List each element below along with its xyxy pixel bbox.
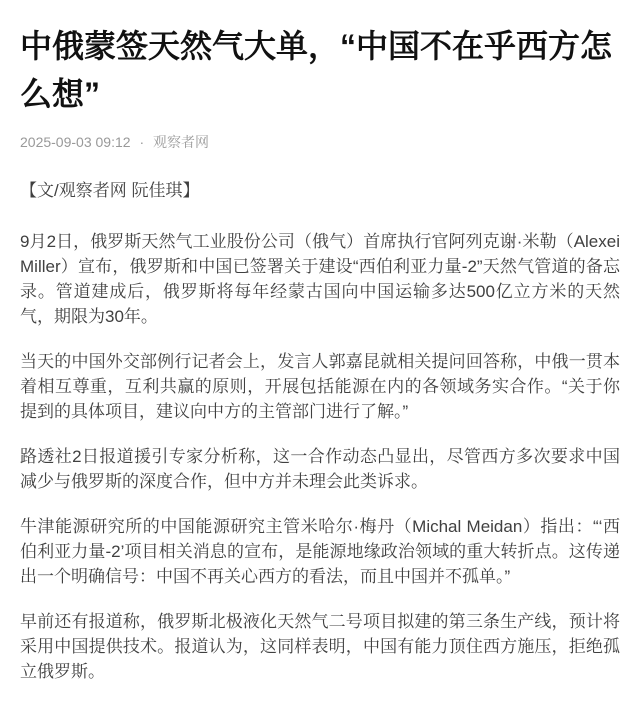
publish-datetime: 2025-09-03 09:12 (20, 134, 131, 150)
source-name: 观察者网 (153, 134, 209, 150)
article-title: 中俄蒙签天然气大单，“中国不在乎西方怎么想” (20, 28, 613, 112)
meta-separator: · (139, 134, 145, 150)
article-meta (20, 132, 620, 152)
article-paragraph-1: 9月2日，俄罗斯天然气工业股份公司（俄气）首席执行官阿列克谢·米勒（Alexei Miller）宣布，俄罗斯和中国已签署关于建设“西伯利亚力量-2”天然气管道的备忘录。管道建成后，俄罗斯将每年经蒙古国向中国运输多达500亿立方米的天然气，期限为30年。 (20, 232, 620, 326)
news-article (20, 22, 620, 684)
article-paragraph-2: 当天的中国外交部例行记者会上，发言人郭嘉昆就相关提问回答称，中俄一贯本着相互尊重，互利共赢的原则，开展包括能源在内的各领域务实合作。“关于你提到的具体项目，建议向中方的主管部门进行了解。” (20, 352, 620, 421)
article-byline: 【文/观察者网 阮佳琪】 (20, 181, 200, 200)
article-paragraph-5: 早前还有报道称，俄罗斯北极液化天然气二号项目拟建的第三条生产线，预计将采用中国提供技术。报道认为，这同样表明，中国有能力顶住西方施压，拒绝孤立俄罗斯。 (20, 612, 620, 681)
article-paragraph-4: 牛津能源研究所的中国能源研究主管米哈尔·梅丹（Michal Meidan）指出：“‘西伯利亚力量-2’项目相关消息的宣布，是能源地缘政治领域的重大转折点。这传递出一个明确信号：中国不再关心西方的看法，而且中国并不孤单。” (20, 517, 620, 586)
article-paragraph-3: 路透社2日报道援引专家分析称，这一合作动态凸显出，尽管西方多次要求中国减少与俄罗斯的深度合作，但中方并未理会此类诉求。 (20, 447, 620, 491)
